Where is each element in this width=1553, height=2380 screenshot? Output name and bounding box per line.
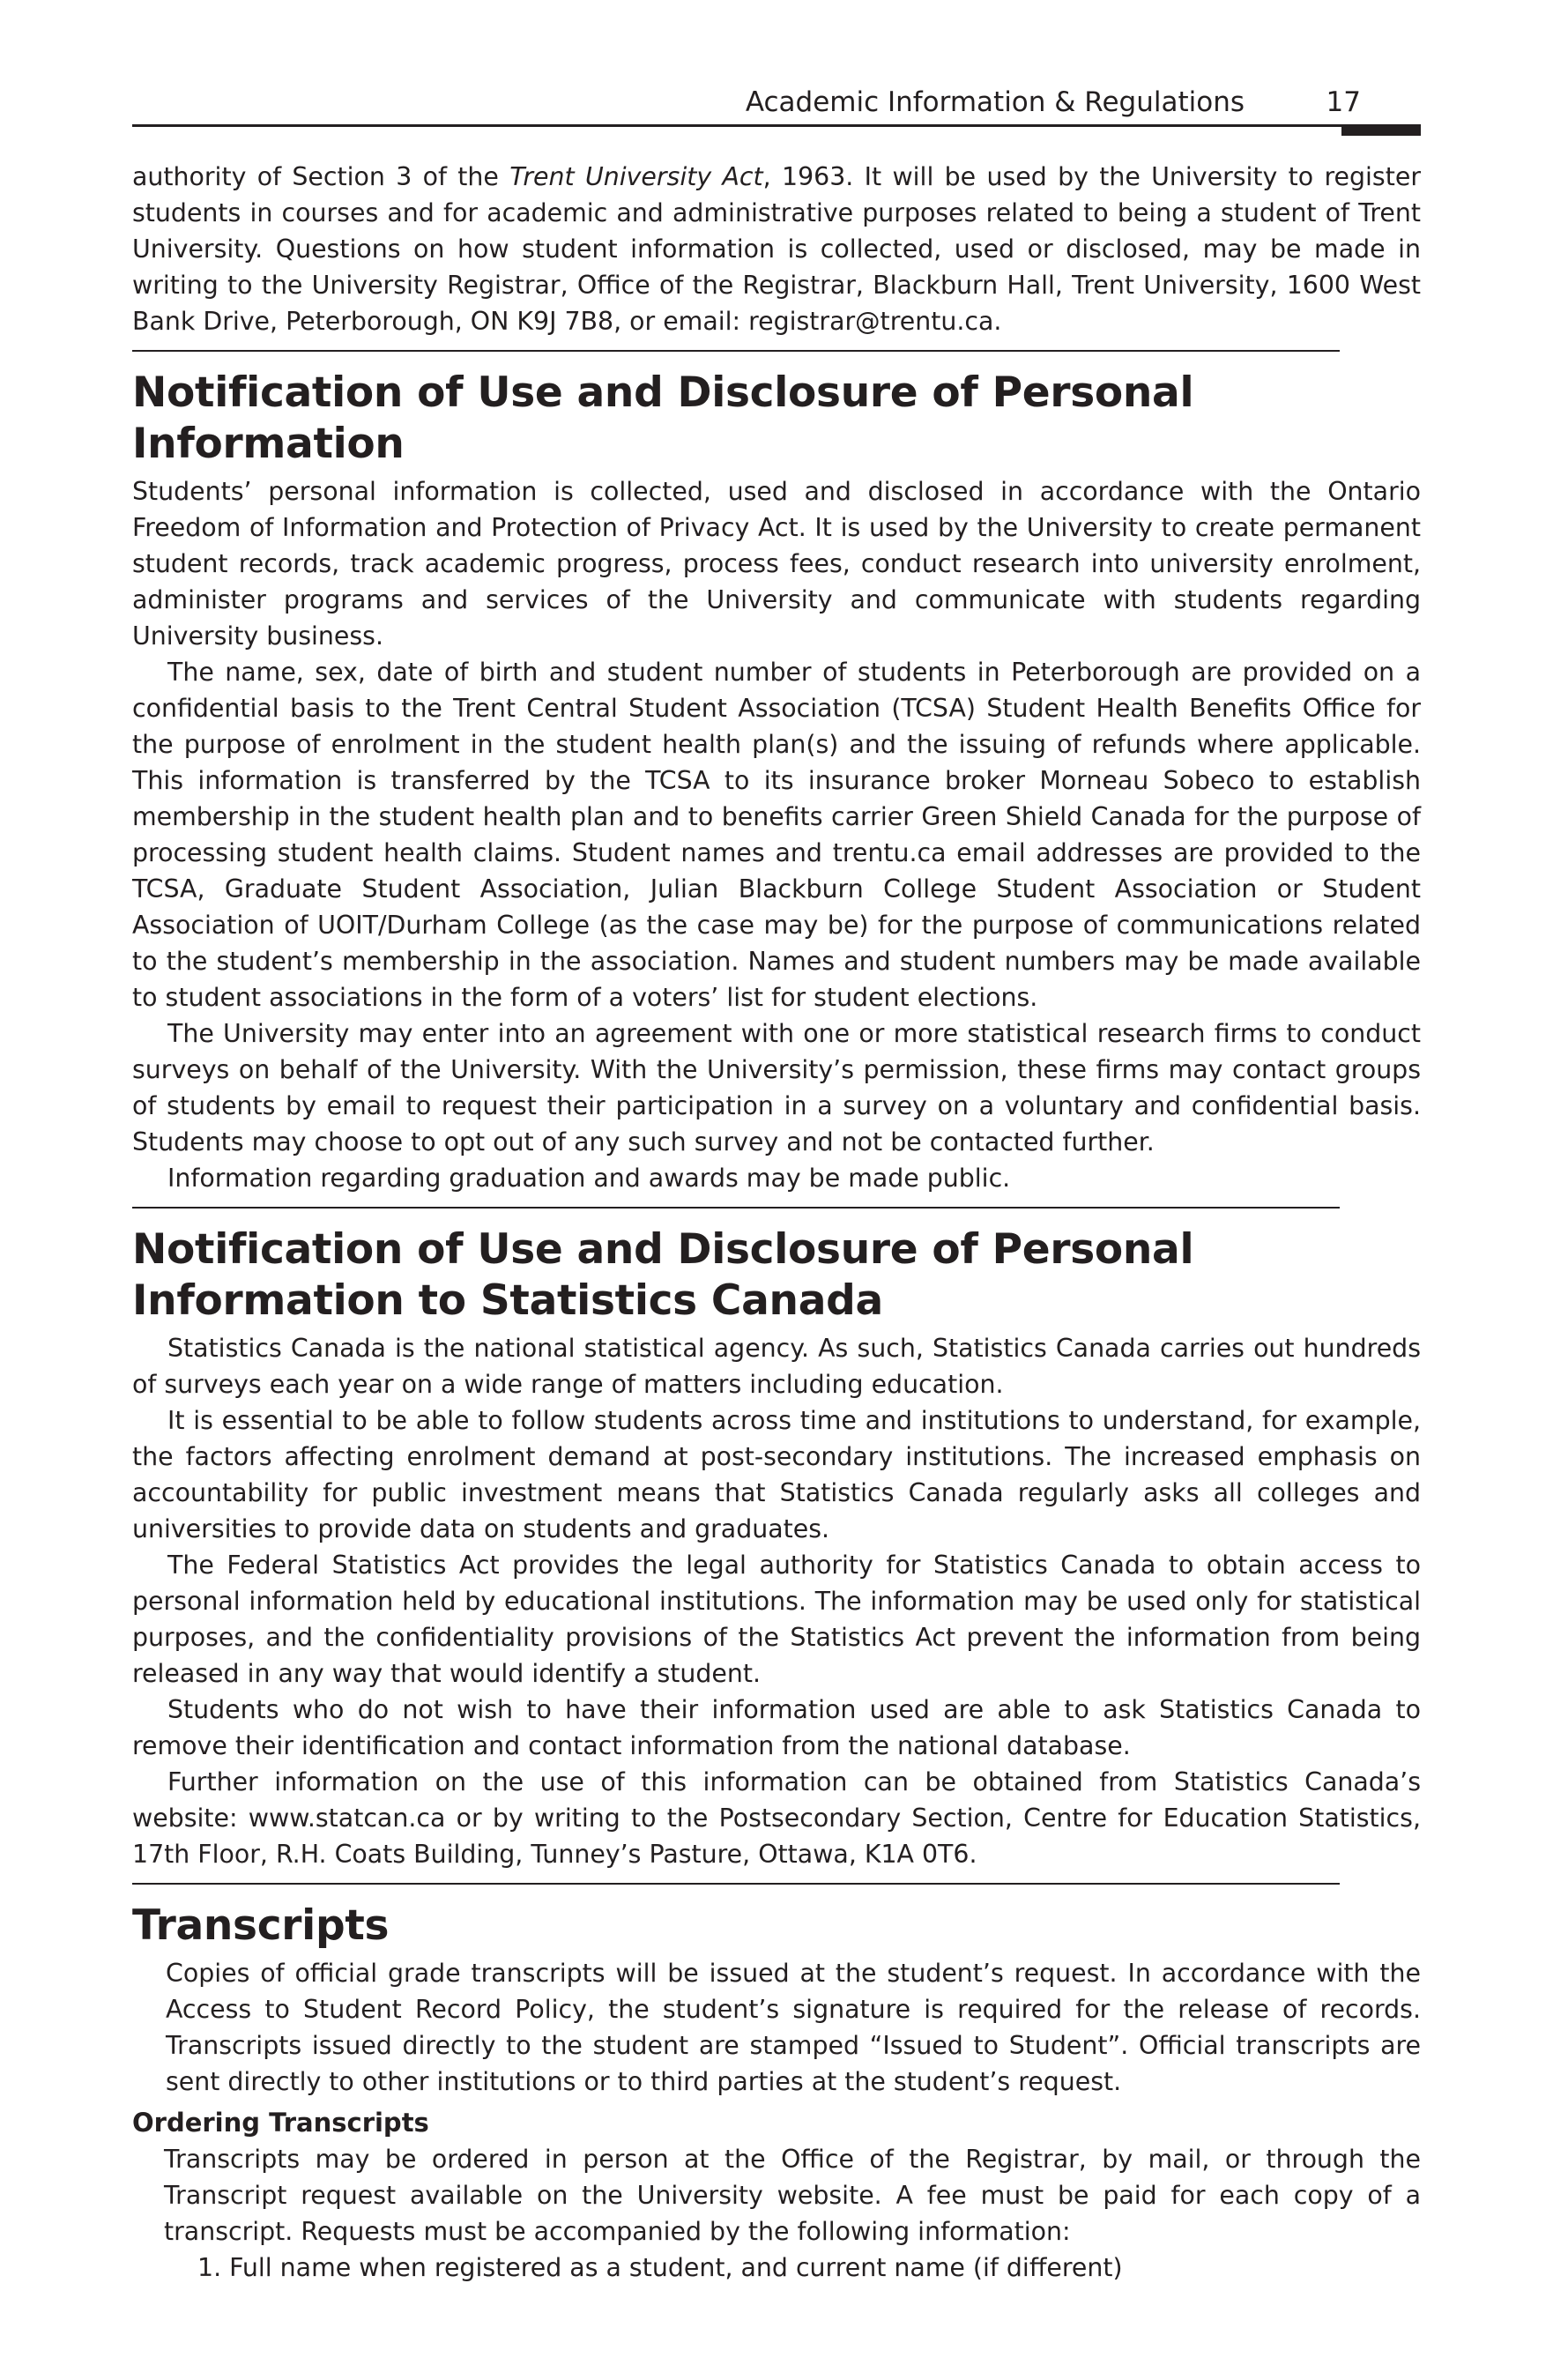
paragraph: Information regarding graduation and awards may be made public. bbox=[167, 1164, 1011, 1193]
paragraph: Students’ personal information is collected, used and disclosed in accordance with the Ontario Freedom of Information and Protection of Privacy Act. It is used by the University to create permanent student records, track academic progress, process fees, conduct research into university enrolment, administer programs and services of the University and communicate with students regarding University business. bbox=[132, 477, 1421, 651]
paragraph: Further information on the use of this information can be obtained from Statistics Canada’s website: www.statcan.ca or by writing to the Postsecondary Section, Centre for Education Statistics, 17th Floor, R.H. Coats Building, Tunney’s Pasture, Ottawa, K1A 0T6. bbox=[132, 1767, 1421, 1869]
section-notification bbox=[132, 368, 1421, 1196]
paragraph: Statistics Canada is the national statistical agency. As such, Statistics Canada carries out hundreds of surveys each year on a wide range of matters including education. bbox=[132, 1334, 1421, 1399]
section-divider bbox=[132, 1207, 1340, 1209]
running-header bbox=[132, 85, 1421, 127]
list-item: 1. Full name when registered as a student, and current name (if different) bbox=[197, 2253, 1123, 2282]
section-transcripts bbox=[132, 1900, 1421, 2286]
section-divider bbox=[132, 350, 1340, 352]
intro-paragraph bbox=[132, 159, 1421, 339]
paragraph: The University may enter into an agreement with one or more statistical research firms to conduct surveys on behalf of the University. With the University’s permission, these firms may contact groups of students by email to request their participation in a survey on a voluntary and confidential basis. Students may choose to opt out of any such survey and not be contacted further. bbox=[132, 1019, 1421, 1157]
running-header-title: Academic Information & Regulations bbox=[745, 86, 1245, 118]
intro-text-start: authority of Section 3 of the bbox=[132, 162, 510, 191]
page-number: 17 bbox=[1326, 86, 1361, 118]
section-heading: Notification of Use and Disclosure of Personal Information to Statistics Canada bbox=[132, 1225, 1194, 1325]
section-heading: Notification of Use and Disclosure of Personal Information bbox=[132, 368, 1194, 468]
act-name: Trent University Act bbox=[509, 162, 763, 191]
section-divider bbox=[132, 1883, 1340, 1885]
section-heading: Transcripts bbox=[132, 1901, 390, 1950]
paragraph: Copies of official grade transcripts will be issued at the student’s request. In accordance with the Access to Student Record Policy, the student’s signature is required for the release of records. Transcripts issued directly to the student are stamped “Issued to Student”. Official transcripts are sent directly to other institutions or to third parties at the student’s request. bbox=[166, 1959, 1421, 2096]
paragraph: Students who do not wish to have their information used are able to ask Statistics Canada to remove their identification and contact information from the national database. bbox=[132, 1695, 1421, 1760]
paragraph: The Federal Statistics Act provides the legal authority for Statistics Canada to obtain access to personal information held by educational institutions. The information may be used only for statistical purposes, and the confidentiality provisions of the Statistics Act prevent the information from being released in any way that would identify a student. bbox=[132, 1551, 1421, 1688]
paragraph: The name, sex, date of birth and student number of students in Peterborough are provided on a confidential basis to the Trent Central Student Association (TCSA) Student Health Benefits Office for the purpose of enrolment in the student health plan(s) and the issuing of refunds where applicable. This information is transferred by the TCSA to its insurance broker Morneau Sobeco to establish membership in the student health plan and to benefits carrier Green Shield Canada for the purpose of processing student health claims. Student names and trentu.ca email addresses are provided to the TCSA, Graduate Student Association, Julian Blackburn College Student Association or Student Association of UOIT/Durham College (as the case may be) for the purpose of communications related to the student’s membership in the association. Names and student numbers may be made available to student associations in the form of a voters’ list for student elections. bbox=[132, 658, 1421, 1012]
subsection-heading: Ordering Transcripts bbox=[132, 2108, 429, 2138]
section-statcan bbox=[132, 1224, 1421, 1872]
intro-text-end: , 1963. It will be used by the University to register students in courses and for academic and administrative purposes related to being a student of Trent University. Questions on how student information is collected, used or disclosed, may be made in writing to the University Registrar, Office of the Registrar, Blackburn Hall, Trent University, 1600 West Bank Drive, Peterborough, ON K9J 7B8, or email: registrar@trentu.ca. bbox=[132, 162, 1421, 336]
paragraph: It is essential to be able to follow students across time and institutions to understand, for example, the factors affecting enrolment demand at post-secondary institutions. The increased emphasis on accountability for public investment means that Statistics Canada regularly asks all colleges and universities to provide data on students and graduates. bbox=[132, 1406, 1421, 1543]
paragraph: Transcripts may be ordered in person at the Office of the Registrar, by mail, or through the Transcript request available on the University website. A fee must be paid for each copy of a transcript. Requests must be accompanied by the following information: bbox=[164, 2145, 1421, 2246]
page-content bbox=[132, 159, 1421, 2286]
header-rule bbox=[132, 124, 1421, 127]
header-tab-marker bbox=[1341, 124, 1421, 136]
